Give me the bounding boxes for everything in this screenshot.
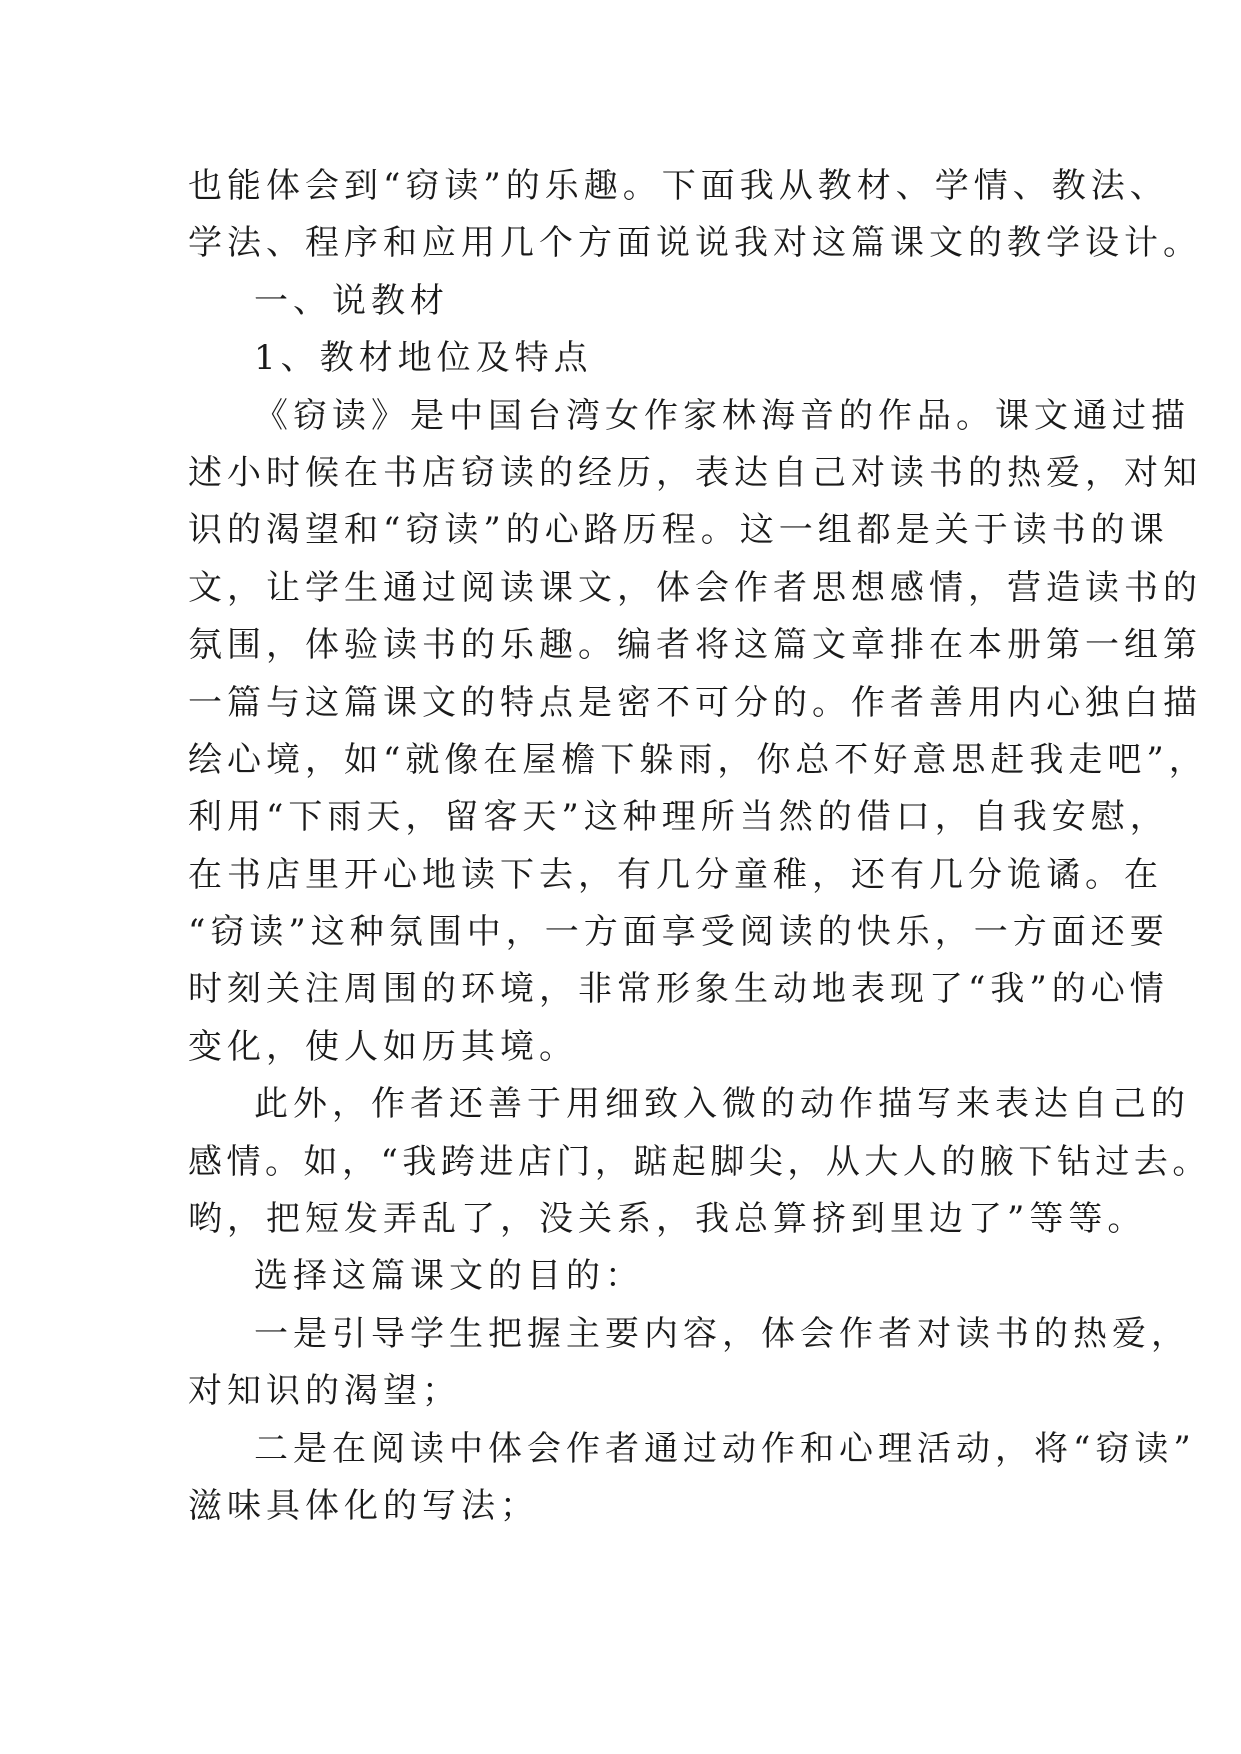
text-line: 氛围，体验读书的乐趣。编者将这篇文章排在本册第一组第 bbox=[188, 625, 1202, 666]
text-line: 感情。如，“我跨进店门，踮起脚尖，从大人的腋下钻过去。 bbox=[188, 1141, 1211, 1182]
body-text bbox=[188, 158, 1211, 1535]
text-line: 哟，把短发弄乱了，没关系，我总算挤到里边了”等等。 bbox=[188, 1199, 1147, 1240]
text-line: 一、说教材 bbox=[254, 280, 449, 321]
text-line: 绘心境，如“就像在屋檐下躲雨，你总不好意思赶我走吧”， bbox=[188, 739, 1208, 780]
text-line: 述小时候在书店窃读的经历，表达自己对读书的热爱，对知 bbox=[188, 452, 1202, 493]
text-line: 滋味具体化的写法； bbox=[188, 1485, 539, 1526]
text-line: 1、教材地位及特点 bbox=[254, 338, 593, 379]
text-line: 二是在阅读中体会作者通过动作和心理活动，将“窃读” bbox=[254, 1428, 1196, 1469]
text-line: 识的渴望和“窃读”的心路历程。这一组都是关于读书的课 bbox=[188, 510, 1169, 551]
text-line: 对知识的渴望； bbox=[188, 1371, 461, 1412]
text-line: 学法、程序和应用几个方面说说我对这篇课文的教学设计。 bbox=[188, 223, 1202, 264]
text-line: 利用“下雨天，留客天”这种理所当然的借口，自我安慰， bbox=[188, 797, 1169, 838]
text-line: 也能体会到“窃读”的乐趣。下面我从教材、学情、教法、 bbox=[188, 166, 1169, 206]
text-line: 文，让学生通过阅读课文，体会作者思想感情，营造读书的 bbox=[188, 567, 1202, 608]
text-line: “窃读”这种氛围中，一方面享受阅读的快乐，一方面还要 bbox=[188, 912, 1169, 953]
text-line: 变化，使人如历其境。 bbox=[188, 1026, 578, 1067]
text-line: 在书店里开心地读下去，有几分童稚，还有几分诡谲。在 bbox=[188, 854, 1163, 895]
text-line: 此外，作者还善于用细致入微的动作描写来表达自己的 bbox=[254, 1084, 1190, 1125]
text-line: 《窃读》是中国台湾女作家林海音的作品。课文通过描 bbox=[254, 395, 1190, 436]
text-line: 一是引导学生把握主要内容，体会作者对读书的热爱， bbox=[254, 1313, 1190, 1354]
text-line: 一篇与这篇课文的特点是密不可分的。作者善用内心独白描 bbox=[188, 682, 1202, 723]
text-line: 选择这篇课文的目的： bbox=[254, 1256, 644, 1297]
text-line: 时刻关注周围的环境，非常形象生动地表现了“我”的心情 bbox=[188, 969, 1169, 1010]
